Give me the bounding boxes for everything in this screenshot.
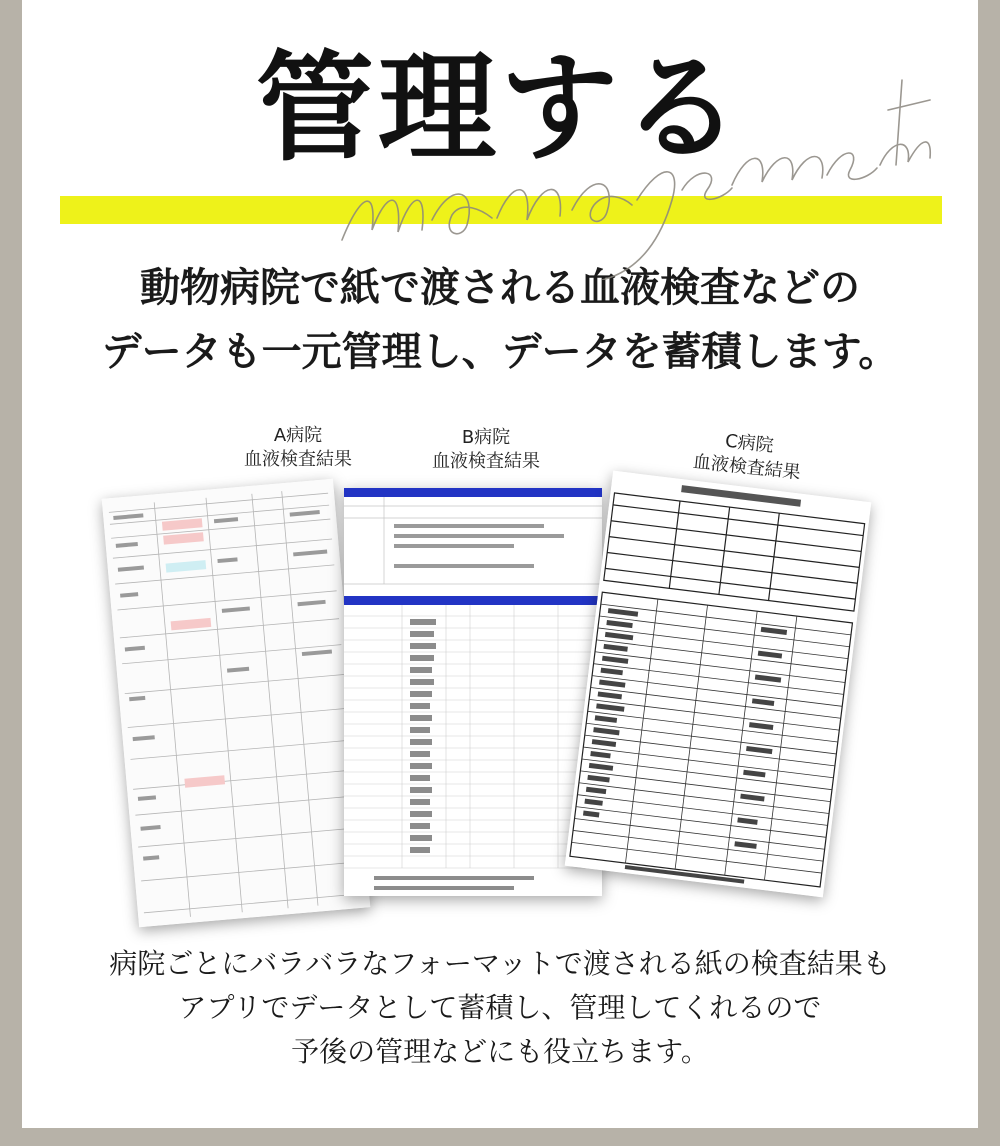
doc-b-title: 血液検査結果	[432, 451, 540, 472]
body-line-2: アプリでデータとして蓄積し、管理してくれるので	[178, 991, 822, 1024]
doc-b-label	[416, 426, 556, 474]
doc-c-report-image	[565, 471, 872, 898]
doc-a-hospital: A病院	[273, 425, 323, 446]
page-title: 管理する	[255, 39, 744, 177]
doc-c-label	[676, 425, 820, 487]
doc-c-hospital: C病院	[724, 430, 775, 457]
body-line-1: 病院ごとにバラバラなフォーマットで渡される紙の検査結果も	[109, 947, 891, 980]
doc-c-title: 血液検査結果	[691, 451, 802, 484]
lead-line-1: 動物病院で紙で渡される血液検査などの	[140, 265, 860, 311]
body-text	[22, 942, 978, 1074]
management-script-decoration	[302, 40, 942, 280]
doc-b-hospital: B病院	[461, 427, 511, 448]
doc-a-report-image	[102, 479, 371, 928]
doc-b-report-image	[344, 488, 602, 896]
lead-line-2: データも一元管理し、データを蓄積します。	[101, 329, 899, 375]
content-card	[22, 0, 978, 1128]
doc-a-label	[228, 424, 368, 472]
documents-illustration	[22, 410, 978, 930]
doc-a-title: 血液検査結果	[244, 449, 352, 470]
body-line-3: 予後の管理などにも役立ちます。	[291, 1035, 709, 1068]
